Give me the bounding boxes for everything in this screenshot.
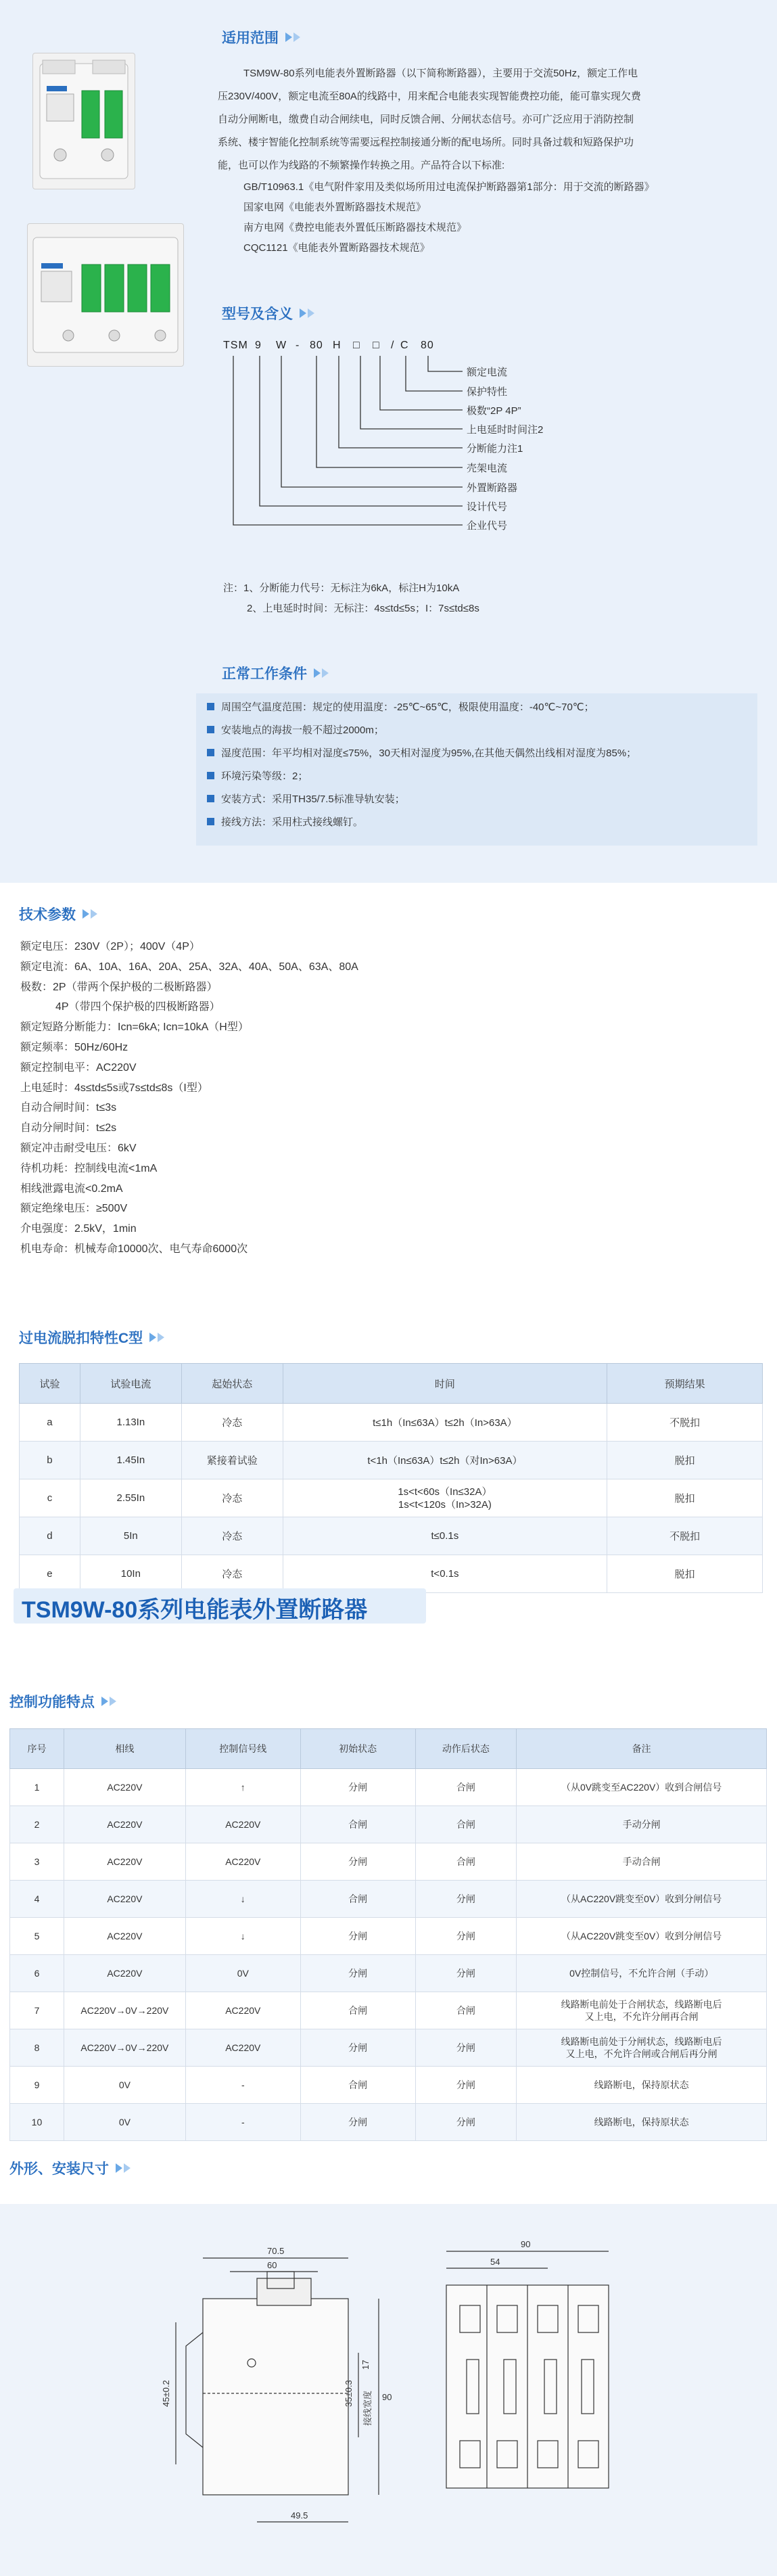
bullet-square-icon bbox=[207, 726, 214, 733]
dim-label-60: 60 bbox=[267, 2260, 277, 2270]
table-cell: AC220V bbox=[64, 1769, 185, 1806]
table-header-row bbox=[20, 1364, 763, 1404]
dim-label-45: 45±0.2 bbox=[161, 2380, 171, 2407]
table-cell: 合闸 bbox=[415, 1992, 517, 2029]
table-cell: c bbox=[20, 1479, 80, 1517]
scope-line: 自动分闸断电，缴费自动合闸续电，同时反馈合闸、分闸状态信号。亦可广泛应用于消防控制 bbox=[218, 114, 634, 125]
table-cell: 6 bbox=[10, 1955, 64, 1992]
chevron-double-icon bbox=[314, 668, 329, 678]
model-label: 极数“2P 4P” bbox=[467, 405, 521, 417]
table-cell: t≤0.1s bbox=[283, 1517, 607, 1555]
table-cell: AC220V bbox=[64, 1918, 185, 1955]
table-cell: 分闸 bbox=[300, 1843, 415, 1881]
table-cell: 1 bbox=[10, 1769, 64, 1806]
conditions-title-text: 正常工作条件 bbox=[222, 666, 307, 682]
condition-item bbox=[207, 814, 363, 829]
dim-label-90-front: 90 bbox=[521, 2239, 531, 2249]
table-cell: 1.45In bbox=[80, 1442, 181, 1479]
model-code-part: □ bbox=[353, 340, 360, 351]
table-cell: t<0.1s bbox=[283, 1555, 607, 1593]
dim-label-17: 17 bbox=[360, 2360, 371, 2370]
table-cell: （从0V跳变至AC220V）收到合闸信号 bbox=[517, 1769, 767, 1806]
model-label: 上电延时时间注2 bbox=[467, 424, 544, 436]
table-cell: 分闸 bbox=[415, 2067, 517, 2104]
table-header-cell: 动作后状态 bbox=[415, 1729, 517, 1769]
table-cell: 0V bbox=[64, 2067, 185, 2104]
table-cell: 3 bbox=[10, 1843, 64, 1881]
spec-line: 额定电压：230V（2P）；400V（4P） bbox=[20, 941, 200, 952]
spec-line: 额定短路分断能力：Icn=6kA; Icn=10kA（H型） bbox=[20, 1021, 249, 1034]
table-cell: 线路断电前处于合闸状态，线路断电后 又上电，不允许分闸再合闸 bbox=[517, 1992, 767, 2029]
table-cell: 9 bbox=[10, 2067, 64, 2104]
condition-item bbox=[207, 745, 636, 760]
table-cell: 分闸 bbox=[415, 2104, 517, 2141]
table-cell: 不脱扣 bbox=[607, 1517, 763, 1555]
model-code-part: □ bbox=[373, 340, 380, 351]
table-cell: 分闸 bbox=[300, 2029, 415, 2067]
tech-title bbox=[19, 904, 97, 924]
model-code-part: TSM bbox=[223, 340, 248, 351]
dim-label-wiring-width: 接线宽度 bbox=[362, 2390, 373, 2426]
table-cell: 1.13In bbox=[80, 1404, 181, 1442]
spec-line: 上电延时：4s≤td≤5s或7s≤td≤8s（I型） bbox=[20, 1082, 208, 1094]
dim-label-54: 54 bbox=[490, 2257, 500, 2267]
control-title-text: 控制功能特点 bbox=[9, 1695, 95, 1710]
table-cell: 合闸 bbox=[300, 1992, 415, 2029]
model-label: 壳架电流 bbox=[467, 463, 508, 474]
model-code-part: - bbox=[296, 340, 300, 351]
table-cell: 0V bbox=[64, 2104, 185, 2141]
table-header-cell: 初始状态 bbox=[300, 1729, 415, 1769]
table-cell: 脱扣 bbox=[607, 1555, 763, 1593]
model-note: 2、上电延时时间：无标注：4s≤td≤5s；I：7s≤td≤8s bbox=[247, 603, 479, 614]
scope-line: 压230V/400V，额定电流至80A的线路中，用来配合电能表实现智能费控功能，能可靠实现欠费 bbox=[218, 91, 641, 102]
trip-title bbox=[19, 1327, 164, 1348]
condition-item bbox=[207, 722, 384, 737]
table-cell: 分闸 bbox=[415, 1918, 517, 1955]
dim-label-70-5: 70.5 bbox=[267, 2246, 285, 2256]
table-cell: b bbox=[20, 1442, 80, 1479]
standard-item: CQC1121《电能表外置断路器技术规范》 bbox=[243, 242, 430, 254]
bullet-square-icon bbox=[207, 818, 214, 825]
condition-text: 接线方法：采用柱式接线螺钉。 bbox=[221, 816, 364, 828]
table-cell: 分闸 bbox=[415, 1881, 517, 1918]
standard-item: GB/T10963.1《电气附件家用及类似场所用过电流保护断路器第1部分：用于交流的断路器》 bbox=[243, 181, 655, 193]
dim-label-49-5: 49.5 bbox=[291, 2510, 308, 2521]
table-cell: 手动合闸 bbox=[517, 1843, 767, 1881]
scope-line: 能，也可以作为线路的不频繁操作转换之用。产品符合以下标准: bbox=[218, 160, 505, 171]
banner-title: TSM9W-80系列电能表外置断路器 bbox=[22, 1597, 368, 1623]
table-cell: 分闸 bbox=[415, 2029, 517, 2067]
model-title-text: 型号及含义 bbox=[222, 306, 293, 322]
model-label: 企业代号 bbox=[467, 520, 508, 532]
table-row bbox=[10, 1806, 767, 1843]
table-cell: a bbox=[20, 1404, 80, 1442]
standard-item: 南方电网《费控电能表外置低压断路器技术规范》 bbox=[243, 222, 467, 233]
table-cell: 合闸 bbox=[300, 2067, 415, 2104]
spec-line: 4P（带四个保护极的四极断路器） bbox=[55, 1001, 220, 1013]
model-code-leader-lines bbox=[0, 0, 777, 561]
control-title bbox=[9, 1691, 116, 1711]
table-row bbox=[20, 1404, 763, 1442]
dim-label-90-side: 90 bbox=[382, 2392, 392, 2402]
spec-line: 待机功耗：控制线电流<1mA bbox=[20, 1162, 158, 1174]
table-cell: 紧接着试验 bbox=[181, 1442, 283, 1479]
table-cell: d bbox=[20, 1517, 80, 1555]
table-cell: t<1h（In≤63A）t≤2h（对In>63A） bbox=[283, 1442, 607, 1479]
table-cell: 脱扣 bbox=[607, 1442, 763, 1479]
table-cell: 手动分闸 bbox=[517, 1806, 767, 1843]
condition-text: 环境污染等级：2； bbox=[221, 770, 308, 782]
table-header-row bbox=[10, 1729, 767, 1769]
table-header-cell: 备注 bbox=[517, 1729, 767, 1769]
model-label: 分断能力注1 bbox=[467, 443, 523, 455]
table-header-cell: 控制信号线 bbox=[185, 1729, 300, 1769]
spec-line: 介电强度：2.5kV，1min bbox=[20, 1223, 137, 1235]
table-cell: 不脱扣 bbox=[607, 1404, 763, 1442]
table-row bbox=[10, 2067, 767, 2104]
condition-text: 湿度范围：年平均相对湿度≤75%，30天相对湿度为95%,在其他天偶然出线相对湿度为85%； bbox=[221, 748, 637, 759]
condition-text: 安装地点的海拔一般不超过2000m； bbox=[221, 724, 384, 736]
model-code-part: 9 bbox=[255, 340, 262, 351]
table-row bbox=[10, 2029, 767, 2067]
table-cell: 0V bbox=[185, 1955, 300, 1992]
table-cell: ↓ bbox=[185, 1918, 300, 1955]
table-cell: ↑ bbox=[185, 1769, 300, 1806]
condition-text: 周围空气温度范围：规定的使用温度：-25℃~65℃，极限使用温度：-40℃~70℃； bbox=[221, 702, 594, 713]
table-row bbox=[20, 1442, 763, 1479]
table-cell: 合闸 bbox=[415, 1806, 517, 1843]
table-cell: 10In bbox=[80, 1555, 181, 1593]
table-cell: 7 bbox=[10, 1992, 64, 2029]
bullet-square-icon bbox=[207, 795, 214, 802]
table-cell: - bbox=[185, 2104, 300, 2141]
table-cell: 冷态 bbox=[181, 1404, 283, 1442]
table-cell: ↓ bbox=[185, 1881, 300, 1918]
table-cell: e bbox=[20, 1555, 80, 1593]
table-cell: 8 bbox=[10, 2029, 64, 2067]
dim-label-35: 35±0.3 bbox=[344, 2380, 354, 2407]
table-cell: 分闸 bbox=[300, 1955, 415, 1992]
table-cell: （从AC220V跳变至0V）收到分闸信号 bbox=[517, 1918, 767, 1955]
condition-item bbox=[207, 791, 405, 806]
table-cell: AC220V bbox=[185, 1992, 300, 2029]
model-label: 外置断路器 bbox=[467, 482, 518, 494]
table-header-cell: 序号 bbox=[10, 1729, 64, 1769]
table-cell: t≤1h（In≤63A）t≤2h（In>63A） bbox=[283, 1404, 607, 1442]
product-series-banner bbox=[14, 1588, 426, 1624]
spec-line: 额定绝缘电压：≥500V bbox=[20, 1203, 128, 1215]
table-cell: AC220V bbox=[185, 2029, 300, 2067]
table-row bbox=[10, 1918, 767, 1955]
table-row bbox=[10, 1843, 767, 1881]
dimensions-title bbox=[9, 2158, 131, 2178]
model-code-part: C bbox=[400, 340, 409, 351]
spec-line: 额定控制电平：AC220V bbox=[20, 1061, 137, 1074]
table-cell: 合闸 bbox=[300, 1806, 415, 1843]
table-cell: （从AC220V跳变至0V）收到分闸信号 bbox=[517, 1881, 767, 1918]
scope-title-text: 适用范围 bbox=[222, 30, 279, 46]
control-table bbox=[9, 1728, 767, 2141]
tech-spec-list bbox=[20, 937, 697, 1260]
table-row bbox=[10, 2104, 767, 2141]
standard-item: 国家电网《电能表外置断路器技术规范》 bbox=[243, 202, 427, 213]
table-row bbox=[10, 1881, 767, 1918]
trip-table bbox=[19, 1363, 763, 1593]
table-row bbox=[10, 1955, 767, 1992]
table-header-cell: 起始状态 bbox=[181, 1364, 283, 1404]
table-cell: 冷态 bbox=[181, 1479, 283, 1517]
chevron-double-icon bbox=[116, 2163, 131, 2173]
model-code-part: 80 bbox=[310, 340, 323, 351]
table-cell: 线路断电前处于分闸状态，线路断电后 又上电，不允许合闸或合闸后再分闸 bbox=[517, 2029, 767, 2067]
condition-item bbox=[207, 699, 594, 714]
model-code-part: / bbox=[391, 340, 395, 351]
condition-item bbox=[207, 768, 308, 783]
spec-line: 额定冲击耐受电压：6kV bbox=[20, 1142, 137, 1154]
table-cell: 4 bbox=[10, 1881, 64, 1918]
table-cell: 2.55In bbox=[80, 1479, 181, 1517]
table-cell: 分闸 bbox=[300, 1918, 415, 1955]
table-cell: 合闸 bbox=[415, 1769, 517, 1806]
table-cell: 合闸 bbox=[415, 1843, 517, 1881]
table-cell: AC220V bbox=[185, 1843, 300, 1881]
scope-line: 系统、楼宇智能化控制系统等需要远程控制接通分断的配电场所。同时具备过载和短路保护功 bbox=[218, 137, 634, 148]
table-header-cell: 试验 bbox=[20, 1364, 80, 1404]
chevron-double-icon bbox=[149, 1333, 164, 1342]
table-cell: 1s<t<60s（In≤32A） 1s<t<120s（In>32A) bbox=[283, 1479, 607, 1517]
table-row bbox=[10, 1769, 767, 1806]
table-cell: 分闸 bbox=[415, 1955, 517, 1992]
model-label: 保护特性 bbox=[467, 386, 508, 398]
model-code-part: H bbox=[333, 340, 342, 351]
dimensions-title-text: 外形、安装尺寸 bbox=[9, 2161, 109, 2177]
model-notes bbox=[223, 578, 751, 619]
table-cell: AC220V→0V→220V bbox=[64, 1992, 185, 2029]
table-header-cell: 预期结果 bbox=[607, 1364, 763, 1404]
table-cell: AC220V bbox=[185, 1806, 300, 1843]
model-code-part: 80 bbox=[421, 340, 434, 351]
spec-line: 额定电流：6A、10A、16A、20A、25A、32A、40A、50A、63A、80A bbox=[20, 961, 358, 973]
model-note: 注：1、分断能力代号：无标注为6kA，标注H为10kA bbox=[223, 582, 460, 594]
scope-line: TSM9W-80系列电能表外置断路器（以下简称断路器），主要用于交流50Hz，额定工作电 bbox=[243, 68, 638, 79]
table-cell: AC220V→0V→220V bbox=[64, 2029, 185, 2067]
table-cell: 合闸 bbox=[300, 1881, 415, 1918]
spec-line: 相线泄露电流<0.2mA bbox=[20, 1182, 123, 1195]
bullet-square-icon bbox=[207, 772, 214, 779]
table-row bbox=[10, 1992, 767, 2029]
spec-line: 机电寿命：机械寿命10000次、电气寿命6000次 bbox=[20, 1243, 248, 1255]
table-cell: AC220V bbox=[64, 1881, 185, 1918]
table-cell: 线路断电，保持原状态 bbox=[517, 2067, 767, 2104]
spec-line: 自动分闸时间：t≤2s bbox=[20, 1122, 117, 1134]
model-label: 设计代号 bbox=[467, 501, 508, 513]
table-header-cell: 相线 bbox=[64, 1729, 185, 1769]
model-label: 额定电流 bbox=[467, 367, 508, 378]
table-cell: 10 bbox=[10, 2104, 64, 2141]
table-header-cell: 时间 bbox=[283, 1364, 607, 1404]
spec-line: 自动合闸时间：t≤3s bbox=[20, 1102, 117, 1114]
table-row bbox=[20, 1555, 763, 1593]
table-cell: 分闸 bbox=[300, 2104, 415, 2141]
spec-line: 额定频率：50Hz/60Hz bbox=[20, 1041, 128, 1053]
bullet-square-icon bbox=[207, 749, 214, 756]
table-cell: - bbox=[185, 2067, 300, 2104]
spec-line: 极数：2P（带两个保护极的二极断路器） bbox=[20, 981, 218, 993]
table-cell: 脱扣 bbox=[607, 1479, 763, 1517]
tech-title-text: 技术参数 bbox=[19, 907, 76, 923]
bullet-square-icon bbox=[207, 703, 214, 710]
table-cell: 5In bbox=[80, 1517, 181, 1555]
condition-text: 安装方式：采用TH35/7.5标准导轨安装； bbox=[221, 794, 405, 805]
chevron-double-icon bbox=[101, 1697, 116, 1706]
table-cell: 2 bbox=[10, 1806, 64, 1843]
table-row bbox=[20, 1517, 763, 1555]
table-cell: 分闸 bbox=[300, 1769, 415, 1806]
dimension-drawing bbox=[0, 2204, 777, 2576]
chevron-double-icon bbox=[83, 909, 97, 919]
table-cell: 线路断电，保持原状态 bbox=[517, 2104, 767, 2141]
table-cell: AC220V bbox=[64, 1806, 185, 1843]
table-cell: AC220V bbox=[64, 1843, 185, 1881]
table-cell: 0V控制信号，不允许合闸（手动） bbox=[517, 1955, 767, 1992]
model-code-part: W bbox=[276, 340, 287, 351]
table-cell: 冷态 bbox=[181, 1517, 283, 1555]
conditions-title bbox=[222, 663, 329, 683]
table-cell: 5 bbox=[10, 1918, 64, 1955]
trip-title-text: 过电流脱扣特性C型 bbox=[19, 1331, 143, 1346]
table-cell: AC220V bbox=[64, 1955, 185, 1992]
table-header-cell: 试验电流 bbox=[80, 1364, 181, 1404]
table-row bbox=[20, 1479, 763, 1517]
table-cell: 冷态 bbox=[181, 1555, 283, 1593]
